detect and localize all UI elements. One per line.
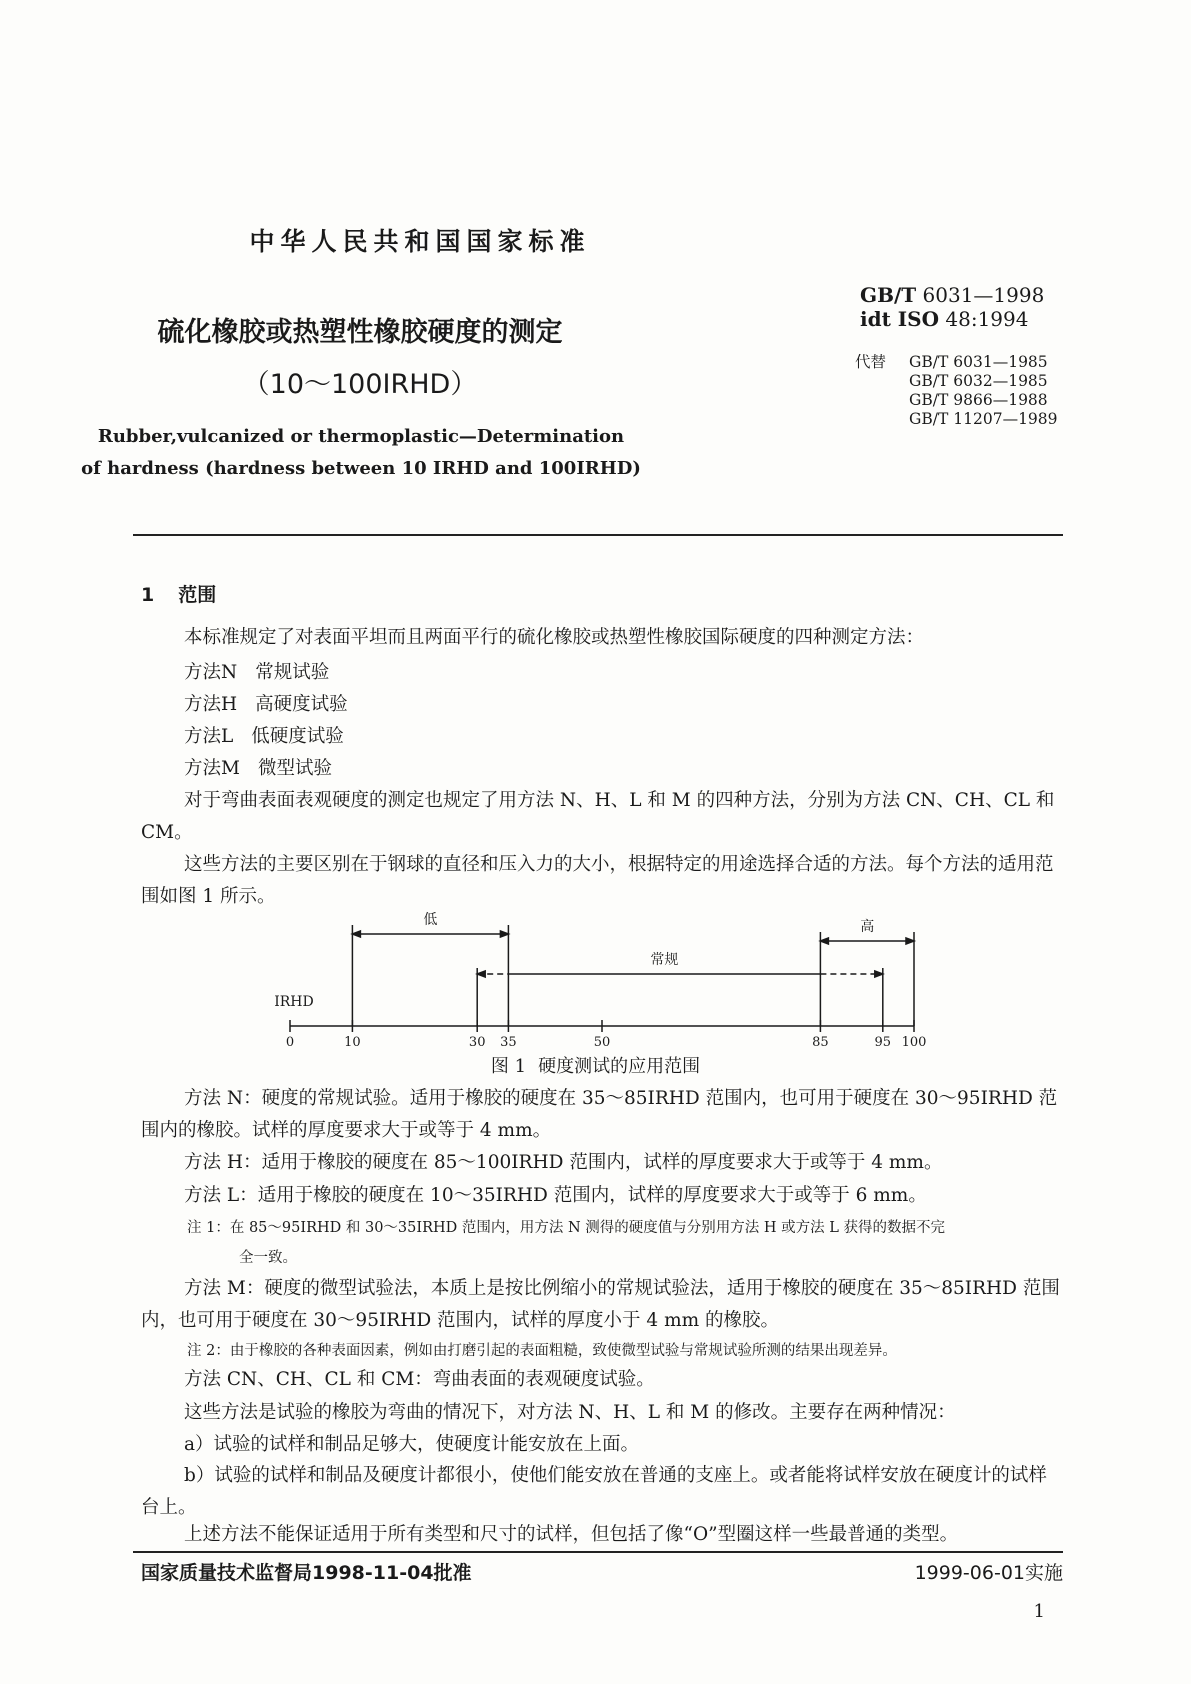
method-h-paragraph: 方法 H：适用于橡胶的硬度在 85～100IRHD 范围内，试样的厚度要求大于或等于 4 mm。 [184, 1152, 943, 1173]
method-code: 方法N [184, 662, 238, 683]
method-name: 常规试验 [255, 662, 330, 683]
tick-label: 50 [593, 1035, 611, 1050]
effective-line: 1999-06-01实施 [914, 1562, 1063, 1584]
replaces-item: GB/T 11207—1989 [909, 410, 1058, 428]
figure-caption-text: 硬度测试的应用范围 [538, 1056, 701, 1077]
iso-number: 48:1994 [945, 307, 1029, 331]
tick-label: 35 [500, 1035, 517, 1050]
range-normal-arrow-left [477, 971, 485, 977]
method-c-paragraph: 方法 CN、CH、CL 和 CM：弯曲表面的表观硬度试验。 [184, 1369, 655, 1390]
curved-paragraph: 对于弯曲表面表观硬度的测定也规定了用方法 N、H、L 和 M 的四种方法，分别为方法 CN、CH、CL 和 CM。 [141, 790, 1055, 843]
figure-number: 图 1 [490, 1056, 527, 1077]
tick-label: 30 [468, 1035, 486, 1050]
replaces-item: GB/T 6031—1985 [909, 353, 1048, 371]
range-normal-label: 常规 [650, 952, 679, 968]
difference-paragraph: 这些方法的主要区别在于钢球的直径和压入力的大小，根据特定的用途选择合适的方法。每个方法的适用范围如图 1 所示。 [141, 854, 1054, 907]
modifications-paragraph: 这些方法是试验的橡胶为弯曲的情况下，对方法 N、H、L 和 M 的修改。主要存在两种情况： [184, 1402, 956, 1423]
standard-header: 中华人民共和国国家标准 [249, 227, 591, 256]
approval-line: 国家质量技术监督局1998-11-04批准 [141, 1562, 472, 1584]
title-english-line1: Rubber,vulcanized or thermoplastic—Determination [97, 426, 625, 447]
range-high-arrow-left [820, 938, 828, 944]
method-name: 微型试验 [257, 758, 332, 779]
method-code: 方法H [184, 694, 238, 715]
replaces-item: GB/T 9866—1988 [909, 391, 1048, 409]
last-paragraph: 上述方法不能保证适用于所有类型和尺寸的试样，但包括了像“O”型圈这样一些最普通的类型。 [184, 1524, 959, 1545]
note-2: 注 2：由于橡胶的各种表面因素，例如由打磨引起的表面粗糙，致使微型试验与常规试验所测的结果出现差异。 [187, 1343, 897, 1359]
case-a-paragraph: a）试验的试样和制品足够大，使硬度计能安放在上面。 [184, 1434, 640, 1455]
range-normal-arrow-right [875, 971, 883, 977]
method-l-paragraph: 方法 L：适用于橡胶的硬度在 10～35IRHD 范围内，试样的厚度要求大于或等于 6 mm。 [184, 1185, 927, 1206]
tick-label: 100 [901, 1035, 927, 1050]
method-code: 方法M [184, 758, 240, 779]
tick-label: 10 [344, 1035, 361, 1050]
replaces-prefix: 代替 [855, 353, 887, 371]
method-name: 低硬度试验 [251, 726, 344, 747]
range-low-label: 低 [423, 912, 438, 928]
title-english-line2: of hardness (hardness between 10 IRHD and 100IRHD) [81, 458, 641, 479]
code-number: 6031—1998 [922, 283, 1045, 307]
title-chinese-range: （10～100IRHD） [242, 369, 478, 400]
note-1-line1: 注 1：在 85～95IRHD 和 30～35IRHD 范围内，用方法 N 测得的硬度值与分别用方法 H 或方法 L 获得的数据不完 [187, 1220, 946, 1236]
method-m-paragraph: 方法 M：硬度的微型试验法，本质上是按比例缩小的常规试验法，适用于橡胶的硬度在 35～85IRHD 范围内，也可用于硬度在 30～95IRHD 范围内，试样的厚度小于 4 mm 的橡胶。 [141, 1278, 1060, 1331]
range-high-label: 高 [860, 919, 875, 935]
figure-caption [0, 1052, 1191, 1078]
replaces-item: GB/T 6032—1985 [909, 372, 1048, 390]
tick-label: 0 [285, 1035, 295, 1050]
range-low-arrow-left [352, 931, 360, 937]
section-number: 1 [141, 584, 155, 606]
footer-divider [133, 1551, 1063, 1553]
page-number: 1 [1033, 1601, 1045, 1622]
axis-label: IRHD [274, 994, 314, 1010]
note-1 [187, 1213, 1062, 1273]
title-chinese: 硫化橡胶或热塑性橡胶硬度的测定 [157, 317, 563, 348]
iso-prefix: idt ISO [860, 307, 940, 331]
note-1-line2: 全一致。 [239, 1250, 297, 1266]
tick-label: 85 [812, 1035, 829, 1050]
method-name: 高硬度试验 [255, 694, 348, 715]
method-n-paragraph: 方法 N：硬度的常规试验。适用于橡胶的硬度在 35～85IRHD 范围内，也可用于硬度在 30～95IRHD 范围内的橡胶。试样的厚度要求大于或等于 4 mm。 [141, 1088, 1058, 1141]
case-b-paragraph: b）试验的试样和制品及硬度计都很小，使他们能安放在普通的支座上。或者能将试样安放在硬度计的试样台上。 [141, 1465, 1047, 1518]
range-low-arrow-right [500, 931, 508, 937]
intro-paragraph: 本标准规定了对表面平坦而且两面平行的硫化橡胶或热塑性橡胶国际硬度的四种测定方法： [184, 627, 925, 648]
code-prefix: GB/T [860, 283, 917, 307]
method-code: 方法L [184, 726, 234, 747]
section-title: 范围 [178, 584, 217, 606]
range-high-arrow-right [906, 938, 914, 944]
tick-label: 95 [874, 1035, 892, 1050]
